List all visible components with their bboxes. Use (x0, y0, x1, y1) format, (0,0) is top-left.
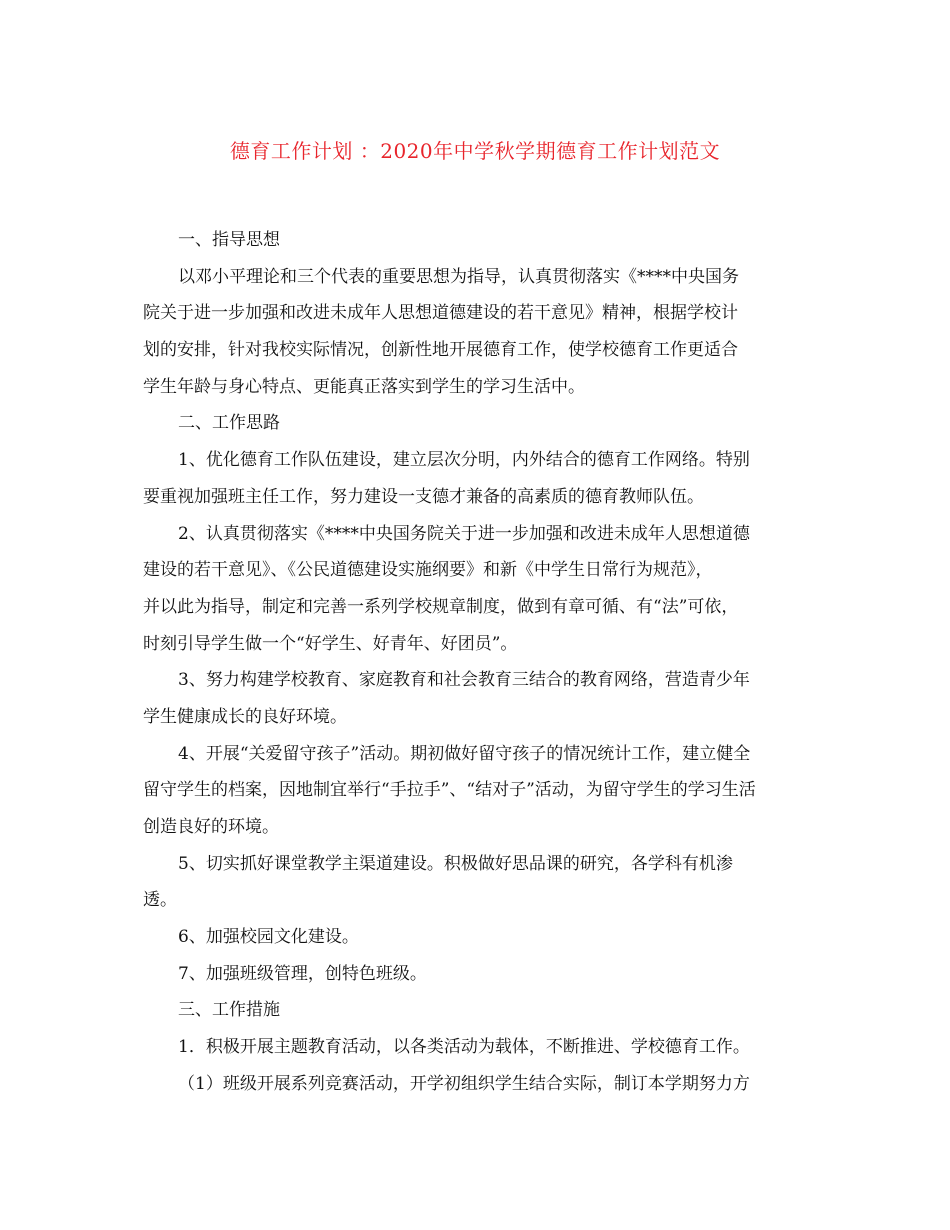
paragraph-line: 6、加强校园文化建设。 (178, 927, 359, 948)
paragraph-line: 时刻引导学生做一个“好学生、好青年、好团员”。 (143, 633, 518, 654)
paragraph-line: 7、加强班级管理，创特色班级。 (178, 963, 427, 984)
paragraph-line: 1．积极开展主题教育活动，以各类活动为载体，不断推进、学校德育工作。 (178, 1037, 750, 1058)
paragraph-line: （1）班级开展系列竞赛活动，开学初组织学生结合实际，制订本学期努力方 (178, 1073, 750, 1094)
heading-work-ideas: 二、工作思路 (178, 413, 280, 434)
paragraph-line: 学生年龄与身心特点、更能真正落实到学生的学习生活中。 (143, 376, 585, 397)
paragraph-line: 2、认真贯彻落实《****中央国务院关于进一步加强和改进未成年人思想道德 (178, 523, 750, 544)
paragraph-line: 院关于进一步加强和改进未成年人思想道德建设的若干意见》精神，根据学校计 (143, 303, 738, 324)
paragraph-line: 以邓小平理论和三个代表的重要思想为指导，认真贯彻落实《****中央国务 (178, 266, 739, 287)
paragraph-line: 学生健康成长的良好环境。 (143, 706, 347, 727)
paragraph-line: 留守学生的档案，因地制宜举行“手拉手”、“结对子”活动，为留守学生的学习生活 (143, 780, 756, 801)
paragraph-line: 透。 (143, 890, 177, 911)
document-title: 德育工作计划 ：2020年中学秋学期德育工作计划范文 (229, 139, 721, 163)
paragraph-line: 建设的若干意见》、《公民道德建设实施纲要》和新《中学生日常行为规范》， (143, 560, 713, 581)
paragraph-line: 5、切实抓好课堂教学主渠道建设。积极做好思品课的研究，各学科有机渗 (178, 853, 733, 874)
paragraph-line: 1、优化德育工作队伍建设，建立层次分明，内外结合的德育工作网络。特别 (178, 450, 750, 471)
heading-work-measures: 三、工作措施 (178, 1000, 280, 1021)
paragraph-line: 创造良好的环境。 (143, 817, 279, 837)
paragraph-line: 要重视加强班主任工作，努力建设一支德才兼备的高素质的德育教师队伍。 (143, 486, 704, 507)
paragraph-line: 3、努力构建学校教育、家庭教育和社会教育三结合的教育网络，营造青少年 (178, 670, 750, 691)
document-body (143, 222, 811, 1103)
paragraph-line: 并以此为指导，制定和完善一系列学校规章制度，做到有章可循、有“法”可依， (143, 596, 739, 617)
paragraph-line: 4、开展“关爱留守孩子”活动。期初做好留守孩子的情况统计工作，建立健全 (178, 743, 751, 764)
heading-guiding-ideology: 一、指导思想 (178, 230, 280, 250)
paragraph-line: 划的安排，针对我校实际情况，创新性地开展德育工作，使学校德育工作更适合 (143, 340, 738, 361)
